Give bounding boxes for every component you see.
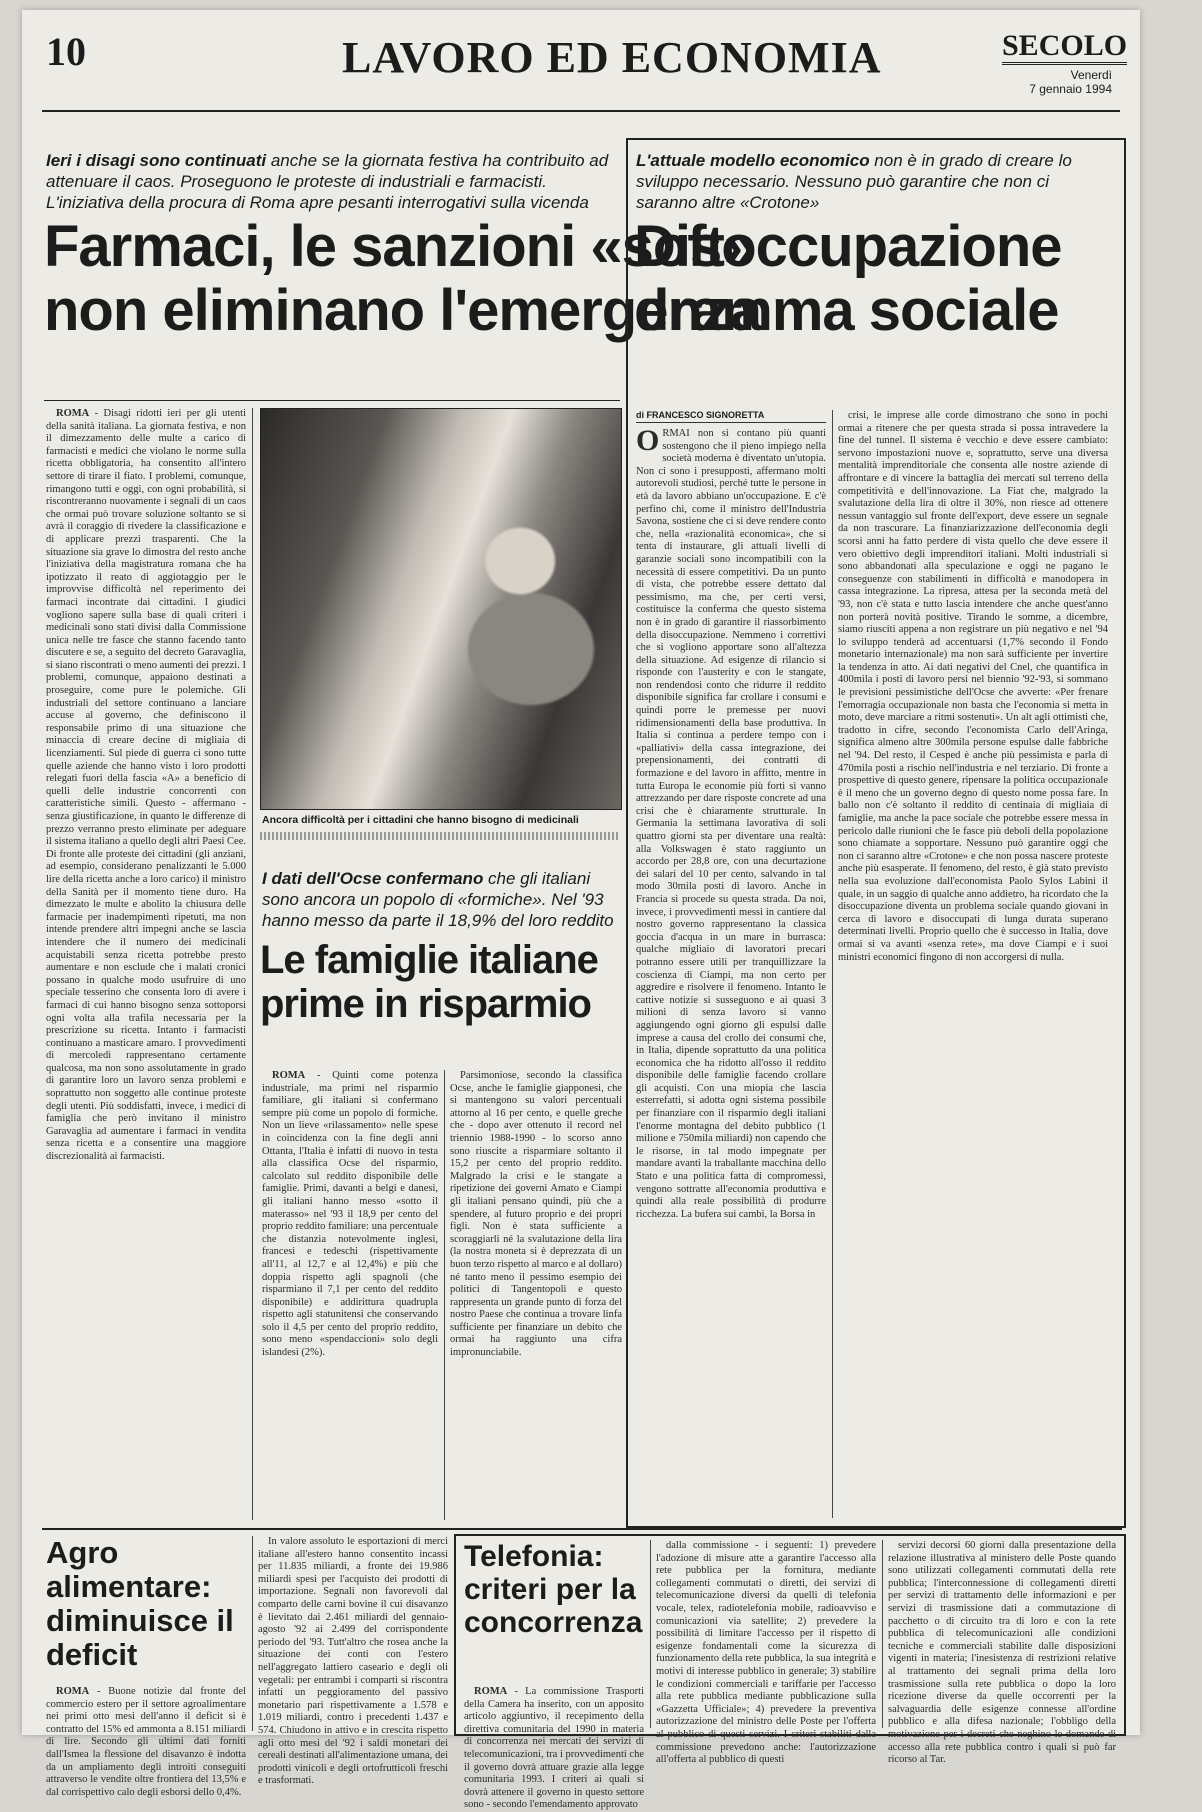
jobs-kicker-text: non è in grado di creare lo sviluppo necessario. Nessuno può garantire che non ci saranno altre «Crotone» xyxy=(636,151,1072,212)
jobs-headline xyxy=(634,214,1114,343)
section-title: LAVORO ED ECONOMIA xyxy=(342,33,882,82)
pharma-kicker-text: anche se la giornata festiva ha contribuito ad attenuare il caos. Proseguono le proteste di industriali e farmacisti. L'iniziativa della procura di Roma apre pesanti interrogativi sulla vicenda xyxy=(46,151,609,212)
agro-column-1 xyxy=(46,1686,247,1798)
agro-headline: Agro alimentare: diminuisce il deficit xyxy=(46,1535,234,1672)
telefonia-column-2 xyxy=(656,1540,876,1766)
jobs-column-2 xyxy=(838,410,1108,1518)
savings-column-1 xyxy=(262,1070,438,1520)
telefonia-column-1 xyxy=(464,1686,645,1811)
newspaper-logo: SECOLO xyxy=(1002,30,1127,65)
savings-text-1: - Quinti come potenza industriale, ma primi nel risparmio familiare, gli italiani si confermano sempre più come un popolo di formiche. Non un lieve «rilassamento» nelle spese in coincidenza con la fine degli anni Ottanta, l'Italia è infatti di nuovo in testa alla classifica Ocse del risparmio, calcolato sul reddito disponibile delle famiglie. Primi, davanti a belgi e danesi, gli italiani hanno messo «sotto il materasso» nel '93 il 18,9 per cento del proprio reddito familiare: una percentuale che distanzia notevolmente inglesi, francesi e tedeschi (rispettivamente all'11, al 12,7 e al 12,4%) e più che doppia rispetto agli spagnoli (che risparmiano il 7,1 per cento del reddito disponibile) e addirittura quadrupla rispetto agli statunitensi che conservando solo il 4,5 per cento del proprio reddito, sono meno «spendaccioni» solo degli islandesi (2%). xyxy=(262,1070,439,1359)
jobs-text-1: RMAI non si contano più quanti sostengono che il pieno impiego nella società moderna è diventato un'utopia. Non ci sono i presupposti, affermano molti autorevoli studiosi, perché tutte le persone in età da lavoro abbiano un'occupazione. E c'è perfino chi, come il ministro dell'Industria Savona, sostiene che ci si deve rendere conto che, nella «razionalità economica», che si tenta di instaurare, gli attuali livelli di garanzie sociali sono incompatibili con la necessità di essere competitivi. Da un punto di vista, che potrebbe essere dettato dal pessimismo, ma che, per certi versi, costituisce la conferma che questo sistema non è in grado di garantire il riassorbimento della disoccupazione. Nemmeno i correttivi che si vogliono apportare sono all'altezza della situazione. Ad esigenze di rilancio si risponde con l'austerity e con le stangate, non rendendosi conto che ridurre il reddito disponibile significa far crollare i consumi e quindi porre le premesse per nuovi ridimensionamenti della base produttiva. In Italia si continua a perdere tempo con i «palliativi» della cassa integrazione, dei prepensionamenti, dei contratti di formazione e del lavoro in affitto, mentre in tutta Europa le economie più forti si vanno attrezzando per dare risposte concrete ad una crisi che è chiaramente strutturale. In Germania la settimana lavorativa di soli quattro giorni sta per diventare una realtà: alla Volkswagen è stato raggiunto un accordo per 28,8 ore, con una decurtazione dei salari del 10 per cento, salvando in tal modo 30mila posti di lavoro. Anche in Francia si procede su questa strada. Da noi, invece, i provvedimenti messi in cantiere dal nostro governo rappresentano la classica goccia d'acqua in un mare in burrasca: qualche migliaio di lavoratori precari potranno essere utili per tranquillizzare la coscienza di Ciampi, ma non certo per aggredire e risolvere il fenomeno. Intanto le cattive notizie si susseguono e ai quasi 3 milioni di senza lavoro si vanno aggiungendo ogni giorno gli espulsi dalle imprese a causa del crollo dei consumi che, in Italia, dipende soprattutto da una politica economica che ha ridotto all'osso il reddito disponibile delle famiglie facendo crollare gli acquisti. Con una miopia che lascia esterrefatti, si adotta ogni sistema possibile per finanziare con il risparmio degli italiani l'enorme montagna del debito pubblico (1 milione e 750mila miliardi) non capendo che le risorse, in tal modo impegnate per mandare avanti la traballante macchina dello Stato e una politica fatta di compromessi, vengono sottratte all'economia produttiva e quindi alla reale possibilità di produrre ricchezza. La bufera sui cambi, la Borsa in xyxy=(636,428,826,1220)
jobs-kicker-bold: L'attuale modello economico xyxy=(636,151,870,170)
agro-column-divider xyxy=(252,1536,253,1731)
pharma-kicker xyxy=(46,150,616,213)
issue-day: Venerdì xyxy=(1070,68,1112,82)
pharma-headline xyxy=(44,214,762,343)
telefonia-headline: Telefonia: criteri per la concorrenza xyxy=(464,1540,643,1639)
telefonia-divider-2 xyxy=(882,1540,883,1728)
bottom-section-rule xyxy=(42,1528,1122,1530)
jobs-dropcap: O xyxy=(636,424,660,457)
agro-text-2: In valore assoluto le esportazioni di merci italiane all'estero hanno consentito incassi per 11.835 miliardi, a fronte dei 19.986 miliardi spesi per l'acquisto dei prodotti di importazione. Segnali non favorevoli dal comparto delle carni bovine il cui disavanzo è lievitato dai 2.461 miliardi del gennaio-agosto '92 ai 2.499 del corrispondente periodo del '93. Tutt'altro che rosea anche la situazione dei conti con l'estero nell'aggregato lattiero caseario e degli oli vegetali: per entrambi i comparti si riscontra infatti un peggioramento del passivo monetario pari rispettivamente a 1.578 e 1.019 miliardi, contro i precedenti 1.437 e 574. Chiudono in attivo e in crescita rispetto agli otto mesi del '92 i saldi monetari dei cereali destinati all'alimentazione umana, dei prodotti vinicoli e degli ortofrutticoli freschi e trasformati. xyxy=(258,1536,448,1787)
telefonia-text-3: servizi decorsi 60 giorni dalla presentazione della relazione illustrativa al ministero delle Poste quando sono utilizzati collegamenti commutati della rete pubblica; l'interconnessione di collegamenti diretti per servizi di trattamento delle informazioni e per servizi di trasmissione dati a commutazione di pacchetto o di circuito tra di loro e con la rete pubblica di telecomunicazioni alle condizioni tecniche e commerciali stabilite dalle disposizioni vigenti in materia; l'inesistenza di restrizioni relative al trattamento dei segnali prima della loro trasmissione sulla rete pubblica o dopo la loro ricezione diverse da quelle occorrenti per la salvaguardia delle esigenze connesse all'ordine pubblico e alla difesa nazionale; l'obbligo della motivazione per i decreti che neghino le domande di accesso alla rete pubblica contro i quali si può far ricorso al Tar. xyxy=(888,1540,1116,1766)
issue-date xyxy=(1012,68,1112,96)
masthead-rule xyxy=(42,110,1120,112)
savings-dateline: ROMA xyxy=(272,1070,306,1081)
savings-column-divider xyxy=(444,1070,445,1520)
jobs-text-2: crisi, le imprese alle corde dimostrano che sono in pochi ormai a ritenere che per questa strada si possa intravedere la fine del tunnel. Il sistema è vecchio e deve essere cambiato: servono impostazioni nuove e, soprattutto, serve una diversa mentalità imprenditoriale che consenta alle nostre aziende di affrontare e di vincere la battaglia dei mercati sul terreno della competitività e dell'innovazione. La Fiat che, malgrado la svalutazione della lira di oltre il 30%, non riesce ad ottenere nessun vantaggio sul fronte dell'export, deve essere un segnale da non trascurare. La finanziarizzazione dell'economia degli scorsi anni ha fatto perdere di vista quello che deve essere il vero obiettivo degli imprenditori italiani. Molti industriali si sono abbandonati alla speculazione e oggi ne pagano le conseguenze con stabilimenti in difficoltà e manodopera in cassa integrazione. La ripresa, attesa per la seconda metà del '93, non c'è stata e tutto lascia intendere che anche quest'anno non porterà novità positive. Tirando le somme, a dicembre, siamo riusciti appena a non registrare un più negativo e nel '94 lo sviluppo tenderà ad accentuarsi (1,7% secondo il Fondo monetario internazionale) ma non sarà sufficiente per invertire la tendenza in atto. Ai dati negativi del Cnel, che quantifica in 400mila i posti di lavoro persi nel biennio '92-'93, si sommano le previsioni pessimistiche dell'Ocse che avverte: «Per frenare l'emorragia occupazionale non basta che l'economia si metta in moto, deve marciare a ritmi sostenuti». Un alt agli ottimisti che, tradotto in cifre, secondo l'economista Carlo dell'Aringa, significa almeno altre 300mila persone espulse dalle fabbriche nel '94. Del resto, il Cesped è anche più pessimista e parla di 470mila posti a rischio nell'industria e nel terziario. Di fronte a prospettive di questo genere, ripensare la politica occupazionale è il meno che un governo degno di questo nome possa fare. In ballo non c'è soltanto il reddito di centinaia di migliaia di famiglie, ma anche la pace sociale che potrebbe essere messa in pericolo dalle riunioni che le fasce più deboli della popolazione sono chiamate a sopportare. Nessuno può garantire oggi che non ci saranno altre «Crotone» e che non possa nascere proteste anche più esasperate. Il fenomeno, del resto, è già stato previsto nella sua evoluzione dall'economista Paolo Sylos Labini il quale, in un saggio di qualche anno addietro, ha ricordato che la disoccupazione diventa un problema sociale quando giovani in cerca di lavoro e disoccupati di lunga durata superano determinati livelli. Proprio quello che è successo in Italia, dove ormai si va avanti «senza rete», ma dove Ciampi e i suoi ministri economici fingono di non accorgersi di nulla. xyxy=(838,410,1108,963)
agro-dateline: ROMA xyxy=(56,1686,90,1697)
jobs-column-1 xyxy=(636,424,826,1518)
pharmacy-photo xyxy=(260,408,622,810)
agro-column-2 xyxy=(258,1536,448,1787)
jobs-byline: di FRANCESCO SIGNORETTA xyxy=(636,410,826,423)
telefonia-column-3 xyxy=(888,1540,1116,1766)
savings-headline xyxy=(260,940,620,1024)
issue-date-text: 7 gennaio 1994 xyxy=(1029,82,1112,96)
savings-text-2: Parsimoniose, secondo la classifica Ocse, anche le famiglie giapponesi, che si mantengono su valori percentuali attorno al 16 per cento, e quelle greche che - dopo aver ottenuto il record nel triennio 1988-1990 - lo scorso anno sono riuscite a risparmiare soltanto il 15,2 per cento del proprio reddito. Malgrado la crisi e le stangate a ripetizione dei governi Amato e Ciampi gli italiani pensano quindi, più che a spendere, al futuro proprio e dei propri figli. Non è stata sufficiente a scoraggiarli né la svalutazione della lira (la nostra moneta si è deprezzata di un buon terzo rispetto al marco e al dollaro) né tanto meno il pessimo esempio dei politici di Tangentopoli e questo rappresenta un grande punto di forza del nostro Paese che continua a trovare linfa sufficiente per finanziare un debito che ormai ha raggiunto una cifra impronunciabile. xyxy=(450,1070,622,1359)
jobs-headline-line1: Disoccupazione xyxy=(634,214,1062,279)
photo-caption: Ancora difficoltà per i cittadini che hanno bisogno di medicinali xyxy=(262,814,579,826)
jobs-headline-line2: dramma sociale xyxy=(634,278,1059,343)
telefonia-dateline: ROMA xyxy=(474,1686,508,1697)
pharma-dateline: ROMA xyxy=(56,408,90,419)
savings-headline-line2: prime in risparmio xyxy=(260,982,591,1026)
jobs-kicker xyxy=(636,150,1086,213)
savings-kicker-text: che gli italiani sono ancora un popolo di «formiche». Nel '93 hanno messo da parte il 18,9% del loro reddito xyxy=(262,869,614,930)
page-number: 10 xyxy=(46,29,86,74)
newspaper-page xyxy=(22,10,1140,1811)
savings-kicker xyxy=(262,868,622,931)
pharma-headline-line1: Farmaci, le sanzioni «soft» xyxy=(44,214,756,279)
pharma-text-1: - Disagi ridotti ieri per gli utenti della sanità italiana. La giornata festiva, e non il dimezzamento delle multe a carico di farmacisti e medici che violano le norme sulla ricetta obbligatoria, ha consentito all'intero settore di tirare il fiato. I problemi, comunque, rimangono tutti e oggi, con ogni probabilità, si riscontreranno nuovamente i segnali di un caos che ormai può trovare soluzione soltanto se si avrà il coraggio di rivedere la classificazione e di applicare prezzi trasparenti. Che la situazione sia grave lo dimostra del resto anche l'iniziativa della magistratura romana che ha ipotizzato il reato di aggiotaggio per le improvvise difficoltà nel reperimento dei farmaci incontrate dai cittadini. I giudici vogliono sapere sulla base di quali criteri i medicinali sono stati divisi dalla Commissione unica nelle tre fasce che stanno facendo tanto discutere e se, a seguito del decreto Garavaglia, si siano riscontrati o meno aumenti dei prezzi. I problemi, comunque, appaiono destinati a proseguire, come pure le polemiche. Gli industriali del settore continuano a lanciare accuse al governo, che definiscono il responsabile primo di una situazione che minaccia di creare decine di migliaia di licenziamenti. Sul piede di guerra ci sono tutte quelle aziende che hanno visto i loro prodotti relegati fuori della fascia «A» a beneficio di quelli delle industrie concorrenti con caratteristiche simili. Questo - affermano - senza giustificazione, in quanto le differenze di prezzo verranno presto eliminate per adeguare il sistema italiano a quello degli altri Paesi Cee. Di fronte alle proteste dei cittadini (gli anziani, ad esempio, considerano penalizzanti le 5.000 lire della ricetta anche a loro carico) il ministro della Sanità per il momento tiene duro. Ha dimezzato le multe e abolito la chiusura delle farmacie per inadempimenti ripetuti, ma non intende prendere altri impegni anche se lascia intendere che il numero dei medicinali acquistabili senza ricetta potrebbe presto aumentare e non esclude che i malati cronici possano in qualche modo usufruire di uno speciale tesserino che consenta loro di avere i farmaci di cui hanno bisogno senza sottoporsi ogni volta alla trafila necessaria per la prescrizione su ricetta. Intanto i farmacisti continuano a masticare amaro. I provvedimenti di mercoledì rappresentano certamente qualcosa, ma non sono assolutamente in grado di garantire loro un lavoro senza problemi e soprattutto non soggetto alle continue proteste degli utenti. Più soddisfatti, invece, i medici di famiglia che però invitano il ministro Garavaglia ad aumentare i farmaci in vendita senza ricetta e a consentire una maggiore discrezionalità ai farmacisti. xyxy=(46,408,246,1163)
pharma-column-divider xyxy=(252,408,253,1520)
telefonia-text-1: - La commissione Trasporti della Camera ha inserito, con un apposito articolo aggiuntivo, il recepimento della direttiva comunitaria del 1990 in materia di concorrenza nei mercati dei servizi di telecomunicazioni, tra i provvedimenti che il governo dovrà attuare grazie alla legge comunitaria 1993. I criteri ai quali si dovrà attenere il governo in questo settore sono - secondo l'emendamento approvato xyxy=(464,1686,645,1811)
pharma-rule xyxy=(44,400,620,401)
savings-kicker-bold: I dati dell'Ocse confermano xyxy=(262,869,484,888)
jobs-column-divider xyxy=(832,410,833,1518)
pharma-column-1 xyxy=(46,408,246,1523)
pharma-kicker-bold: Ieri i disagi sono continuati xyxy=(46,151,267,170)
savings-column-2 xyxy=(450,1070,622,1520)
pharma-headline-line2: non eliminano l'emergenza xyxy=(44,278,762,343)
telefonia-divider-1 xyxy=(650,1540,651,1728)
telefonia-text-2: dalla commissione - i seguenti: 1) prevedere l'adozione di misure atte a garantire l'accesso alla rete pubblica per la fornitura, mediante collegamenti commutati o diretti, dei servizi di telecomunicazione diversi da quelli di telefonia vocale, telex, radiotelefonia mobile, radioavviso e comunicazioni via satellite; 2) prevedere la possibilità di limitare l'accesso per il rispetto di esigenze fondamentali come la sicurezza di funzionamento della rete pubblica, la sua integrità e motivi di interesse pubblico in generale; 3) stabilire le condizioni commerciali e tariffarie per l'accesso alla rete pubblica mediante pubblicazione sulla «Gazzetta Ufficiale»; 4) prevedere la preventiva autorizzazione del ministro delle Poste per l'offerta al pubblico di questi servizi. I criteri stabiliti dalla commissione prevedono anche: l'autorizzazione all'offerta al pubblico di questi xyxy=(656,1540,876,1766)
agro-text-1: - Buone notizie dal fronte del commercio estero per il settore agroalimentare nei primi otto mesi dell'anno il deficit si è contratto del 15% ed ammonta a 8.151 miliardi di lire. Secondo gli ultimi dati forniti dall'Ismea la flessione del disavanzo è indotta da un ampliamento degli introiti conseguiti attraverso le vendite oltre frontiera del 13,5% e dal corrispettivo calo degli esborsi dello 0,4%. xyxy=(46,1686,247,1798)
savings-headline-line1: Le famiglie italiane xyxy=(260,938,598,982)
caption-hatch-rule xyxy=(260,832,620,840)
